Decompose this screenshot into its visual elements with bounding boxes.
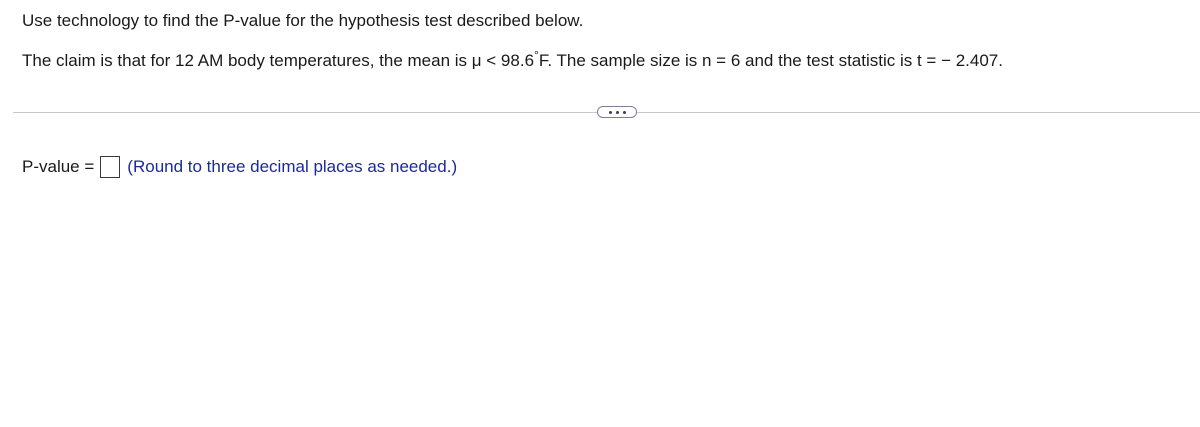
ellipsis-icon bbox=[607, 111, 628, 114]
question-instruction: Use technology to find the P-value for the hypothesis test described below. bbox=[22, 11, 584, 30]
problem-statement bbox=[22, 48, 1003, 72]
p-value-label: P-value = bbox=[22, 157, 95, 176]
claim-text: The claim is that for 12 AM body temperatures, the mean is μ < 98.6 bbox=[22, 51, 535, 70]
answer-row bbox=[22, 156, 457, 178]
rounding-hint: (Round to three decimal places as needed.) bbox=[127, 157, 458, 176]
degree-symbol: ° bbox=[534, 48, 539, 62]
sample-info-text: The sample size is n = 6 and the test statistic is t = − 2.407. bbox=[556, 51, 1003, 70]
p-value-input[interactable] bbox=[100, 156, 120, 178]
show-more-button[interactable] bbox=[597, 106, 637, 118]
claim-unit: F. bbox=[538, 51, 553, 70]
